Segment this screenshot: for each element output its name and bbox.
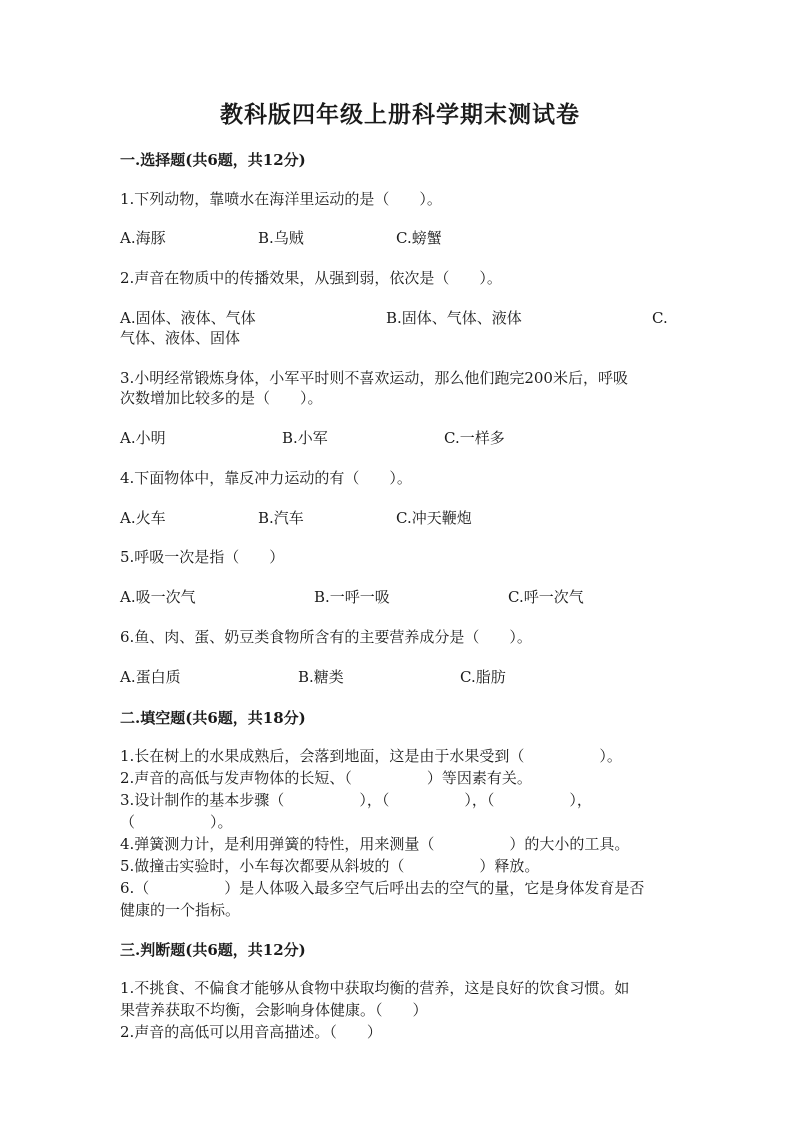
- question-text: 6.鱼、肉、蛋、奶豆类食物所含有的主要营养成分是（ ）。: [120, 628, 532, 646]
- option-c: C.冲天鞭炮: [396, 509, 472, 527]
- judge-line: 1.不挑食、不偏食才能够从食物中获取均衡的营养，这是良好的饮食习惯。如: [120, 979, 630, 997]
- option-c-label: C.: [652, 309, 668, 327]
- fill-line: （ ）。: [120, 813, 233, 831]
- option-a: A.吸一次气: [120, 588, 196, 606]
- option-b: B.小军: [282, 429, 328, 447]
- fill-line: 5.做撞击实验时，小车每次都要从斜坡的（ ）释放。: [120, 857, 540, 875]
- option-a: A.固体、液体、气体: [120, 309, 256, 327]
- fill-line: 健康的一个指标。: [120, 901, 241, 919]
- judge-line: 果营养获取不均衡，会影响身体健康。（ ）: [120, 1001, 428, 1019]
- question-text: 4.下面物体中，靠反冲力运动的有（ ）。: [120, 469, 412, 487]
- option-a: A.小明: [120, 429, 166, 447]
- option-c: C.螃蟹: [396, 229, 442, 247]
- fill-line: 2.声音的高低与发声物体的长短、（ ）等因素有关。: [120, 769, 532, 787]
- option-a: A.海豚: [120, 229, 166, 247]
- section-heading-fill: 二.填空题(共6题，共18分): [120, 709, 306, 727]
- option-b: B.乌贼: [258, 229, 304, 247]
- question-text: 1.下列动物，靠喷水在海洋里运动的是（ ）。: [120, 190, 442, 208]
- section-heading-judge: 三.判断题(共6题，共12分): [120, 941, 306, 959]
- section-heading-choice: 一.选择题(共6题，共12分): [120, 151, 306, 169]
- option-c: C.脂肪: [460, 668, 506, 686]
- question-text: 5.呼吸一次是指（ ）: [120, 548, 285, 566]
- option-a: A.蛋白质: [120, 668, 181, 686]
- fill-line: 3.设计制作的基本步骤（ ），（ ），（ ），: [120, 791, 592, 809]
- question-text: 2.声音在物质中的传播效果，从强到弱，依次是（ ）。: [120, 269, 502, 287]
- exam-title: 教科版四年级上册科学期末测试卷: [220, 101, 580, 128]
- option-b: B.糖类: [298, 668, 344, 686]
- option-c-text: 气体、液体、固体: [120, 329, 241, 347]
- option-c: C.一样多: [444, 429, 505, 447]
- judge-line: 2.声音的高低可以用音高描述。（ ）: [120, 1023, 382, 1041]
- option-a: A.火车: [120, 509, 166, 527]
- question-text-line1: 3.小明经常锻炼身体，小军平时则不喜欢运动，那么他们跑完200米后，呼吸: [120, 369, 628, 387]
- fill-line: 4.弹簧测力计，是利用弹簧的特性，用来测量（ ）的大小的工具。: [120, 835, 630, 853]
- option-b: B.固体、气体、液体: [386, 309, 522, 327]
- option-b: B.一呼一吸: [314, 588, 390, 606]
- fill-line: 1.长在树上的水果成熟后，会落到地面，这是由于水果受到（ ）。: [120, 747, 622, 765]
- option-b: B.汽车: [258, 509, 304, 527]
- fill-line: 6.（ ）是人体吸入最多空气后呼出去的空气的量，它是身体发育是否: [120, 879, 645, 897]
- option-c: C.呼一次气: [508, 588, 584, 606]
- question-text-line2: 次数增加比较多的是（ ）。: [120, 389, 323, 407]
